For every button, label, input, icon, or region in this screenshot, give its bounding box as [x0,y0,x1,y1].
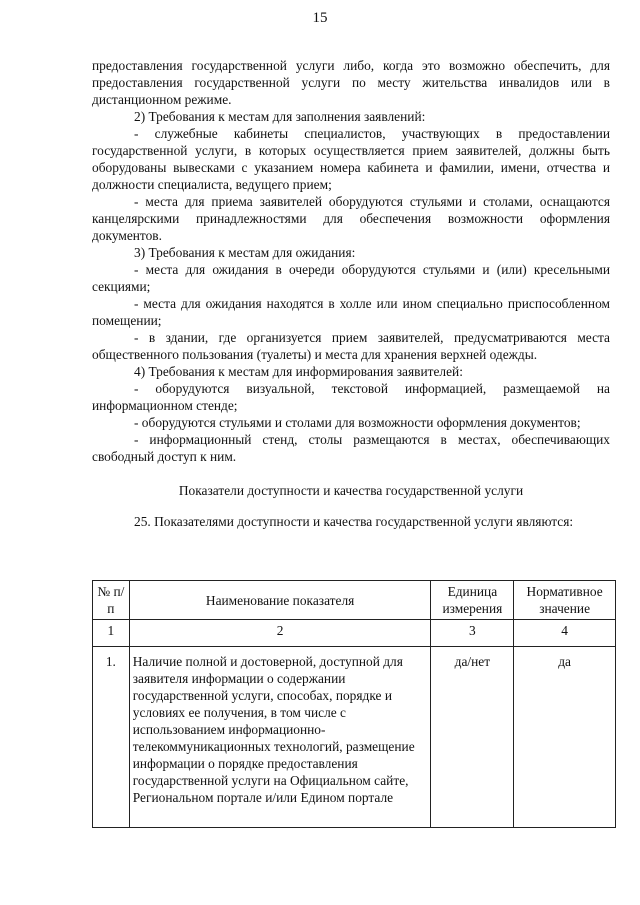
paragraph: - места для ожидания находятся в холле или ином специально приспособленном помещении; [92,296,610,328]
row-number: 1. [93,647,130,828]
paragraph: 4) Требования к местам для информирования заявителей: [134,364,463,379]
paragraph: - служебные кабинеты специалистов, участвующих в предоставлении государственной услуги, в которых осуществляется прием заявителей, должны быть оборудованы вывесками с указанием номера кабинета и фамилии, имени, отчества и должности специалиста, ведущего прием; [92,126,610,192]
table-row [93,647,616,828]
paragraph: - оборудуются стульями и столами для возможности оформления документов; [134,415,581,430]
table-header-row [93,581,616,620]
paragraph: - места для приема заявителей оборудуются стульями и столами, оснащаются канцелярскими принадлежностями для обеспечения возможности оформления документов. [92,194,610,243]
header-unit: Единица измерения [431,581,514,620]
header-norm-value: Нормативное значение [514,581,616,620]
column-number: 1 [93,620,130,647]
column-number-row [93,620,616,647]
paragraph: 2) Требования к местам для заполнения заявлений: [134,109,426,124]
indicator-name: Наличие полной и достоверной, доступной для заявителя информации о содержании государственной услуги, способах, порядке и условиях ее получения, в том числе с использованием информационно-телекоммуникационных технологий, размещение информации о порядке предоставления государственной услуги на Официальном сайте, Региональном портале и/или Едином портале [129,647,431,828]
indicator-unit: да/нет [431,647,514,828]
paragraph: 3) Требования к местам для ожидания: [134,245,356,260]
paragraph: - в здании, где организуется прием заявителей, предусматриваются места общественного пользования (туалеты) и места для хранения верхней одежды. [92,330,610,362]
indicators-table [92,580,616,828]
paragraph: - места для ожидания в очереди оборудуются стульями и (или) кресельными секциями; [92,262,610,294]
header-number: № п/п [93,581,130,620]
section-heading: Показатели доступности и качества государственной услуги [178,483,524,498]
column-number: 3 [431,620,514,647]
page-number: 15 [312,10,328,26]
paragraph: предоставления государственной услуги либо, когда это возможно обеспечить, для предоставления государственной услуги по месту жительства инвалидов или в дистанционном режиме. [92,58,610,107]
paragraph: - оборудуются визуальной, текстовой информацией, размещаемой на информационном стенде; [92,381,610,413]
column-number: 2 [129,620,431,647]
paragraph: - информационный стенд, столы размещаются в местах, обеспечивающих свободный доступ к ним. [92,432,610,464]
column-number: 4 [514,620,616,647]
header-indicator-name: Наименование показателя [129,581,431,620]
section-intro: 25. Показателями доступности и качества государственной услуги являются: [134,514,574,529]
document-body [92,57,610,530]
indicator-norm: да [514,647,616,828]
